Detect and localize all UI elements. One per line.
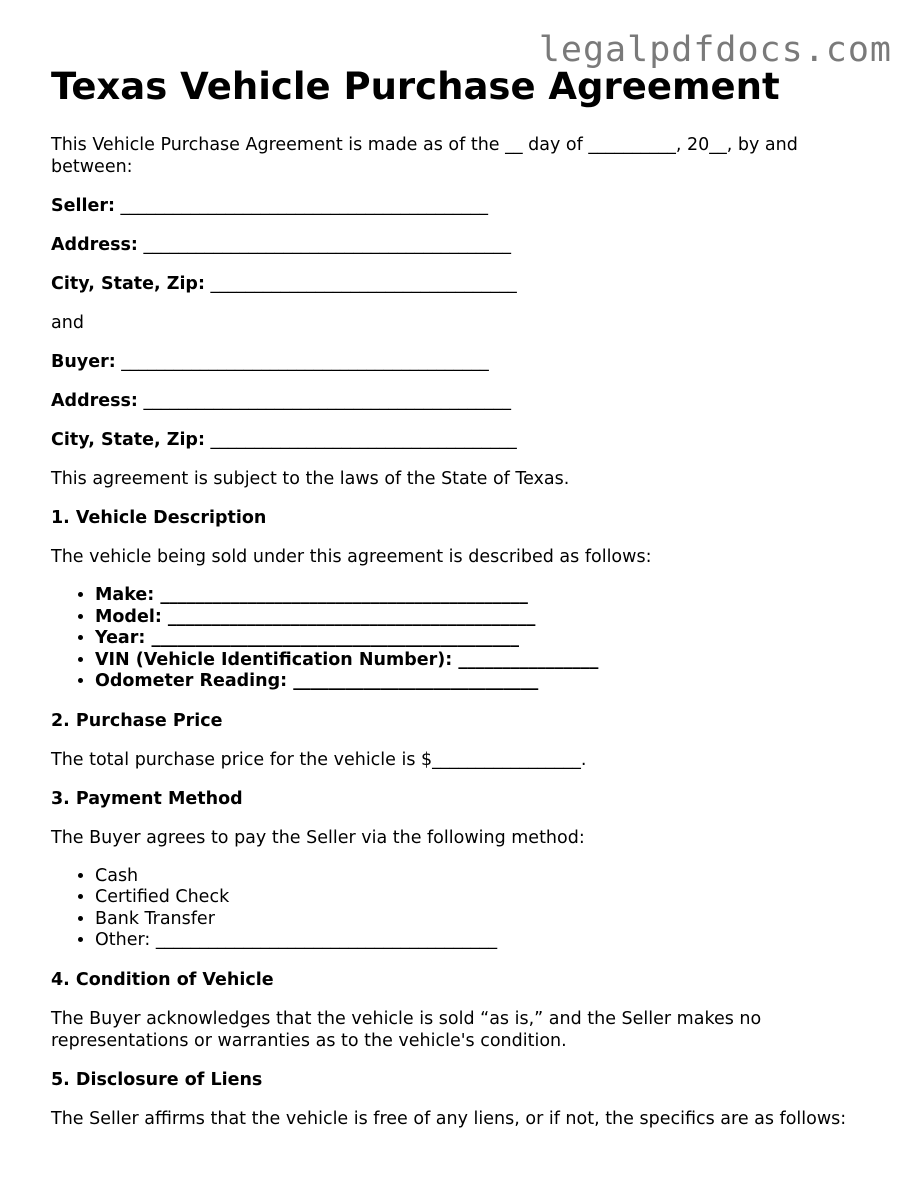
payment-method-other[interactable]: • Other: _______________________________________ bbox=[95, 930, 881, 952]
seller-name-blank[interactable]: __________________________________________ bbox=[114, 196, 489, 216]
section-heading-liens: 5. Disclosure of Liens bbox=[51, 1069, 263, 1090]
section-text-price[interactable]: The total purchase price for the vehicle is $_________________. bbox=[51, 749, 587, 770]
buyer-city-field[interactable] bbox=[51, 429, 881, 451]
seller-name-field[interactable] bbox=[51, 195, 881, 217]
buyer-name-field[interactable] bbox=[51, 351, 881, 373]
section-heading-payment: 3. Payment Method bbox=[51, 788, 243, 809]
buyer-address-blank[interactable]: __________________________________________ bbox=[137, 391, 512, 411]
document-title: Texas Vehicle Purchase Agreement bbox=[51, 65, 780, 108]
seller-city-field[interactable] bbox=[51, 273, 881, 295]
vehicle-make-item[interactable]: • Make: __________________________________________ bbox=[95, 585, 881, 607]
section-text-payment: The Buyer agrees to pay the Seller via the following method: bbox=[51, 827, 585, 848]
vehicle-details-list bbox=[51, 585, 881, 693]
buyer-name-label: Buyer: bbox=[51, 352, 116, 372]
section-heading-condition: 4. Condition of Vehicle bbox=[51, 969, 274, 990]
buyer-city-blank[interactable]: ___________________________________ bbox=[204, 430, 517, 450]
seller-city-blank[interactable]: ___________________________________ bbox=[204, 274, 517, 294]
section-text-vehicle: The vehicle being sold under this agreement is described as follows: bbox=[51, 547, 652, 567]
intro-paragraph: This Vehicle Purchase Agreement is made as of the __ day of __________, 20__, by and between: bbox=[51, 135, 798, 177]
section-heading-price: 2. Purchase Price bbox=[51, 710, 223, 731]
vehicle-odometer-item[interactable]: • Odometer Reading: ____________________________ bbox=[95, 671, 881, 693]
section-heading-vehicle: 1. Vehicle Description bbox=[51, 508, 267, 528]
document-page bbox=[51, 64, 881, 1147]
seller-address-label: Address: bbox=[51, 235, 138, 255]
buyer-name-blank[interactable]: __________________________________________ bbox=[115, 352, 489, 372]
section-text-liens: The Seller affirms that the vehicle is free of any liens, or if not, the specifics are as follows: bbox=[51, 1108, 847, 1129]
buyer-city-label: City, State, Zip: bbox=[51, 430, 205, 450]
seller-address-blank[interactable]: __________________________________________ bbox=[137, 235, 512, 255]
section-text-condition: The Buyer acknowledges that the vehicle is sold “as is,” and the Seller makes no representations or warranties as to the vehicle's condition. bbox=[51, 1008, 762, 1051]
payment-method-certified-check: • Certified Check bbox=[95, 887, 881, 909]
watermark: legalpdfdocs.com bbox=[538, 30, 892, 70]
vehicle-vin-item[interactable]: • VIN (Vehicle Identification Number): ________________ bbox=[95, 650, 881, 672]
seller-address-field[interactable] bbox=[51, 234, 881, 256]
payment-method-cash: • Cash bbox=[95, 866, 881, 888]
seller-city-label: City, State, Zip: bbox=[51, 274, 205, 294]
buyer-address-label: Address: bbox=[51, 391, 138, 411]
buyer-address-field[interactable] bbox=[51, 390, 881, 412]
payment-methods-list bbox=[51, 866, 881, 952]
seller-name-label: Seller: bbox=[51, 196, 115, 216]
and-text: and bbox=[51, 313, 84, 333]
vehicle-model-item[interactable]: • Model: __________________________________________ bbox=[95, 607, 881, 629]
vehicle-year-item[interactable]: • Year: __________________________________________ bbox=[95, 628, 881, 650]
payment-method-bank-transfer: • Bank Transfer bbox=[95, 909, 881, 931]
governing-law-text: This agreement is subject to the laws of the State of Texas. bbox=[51, 469, 570, 489]
